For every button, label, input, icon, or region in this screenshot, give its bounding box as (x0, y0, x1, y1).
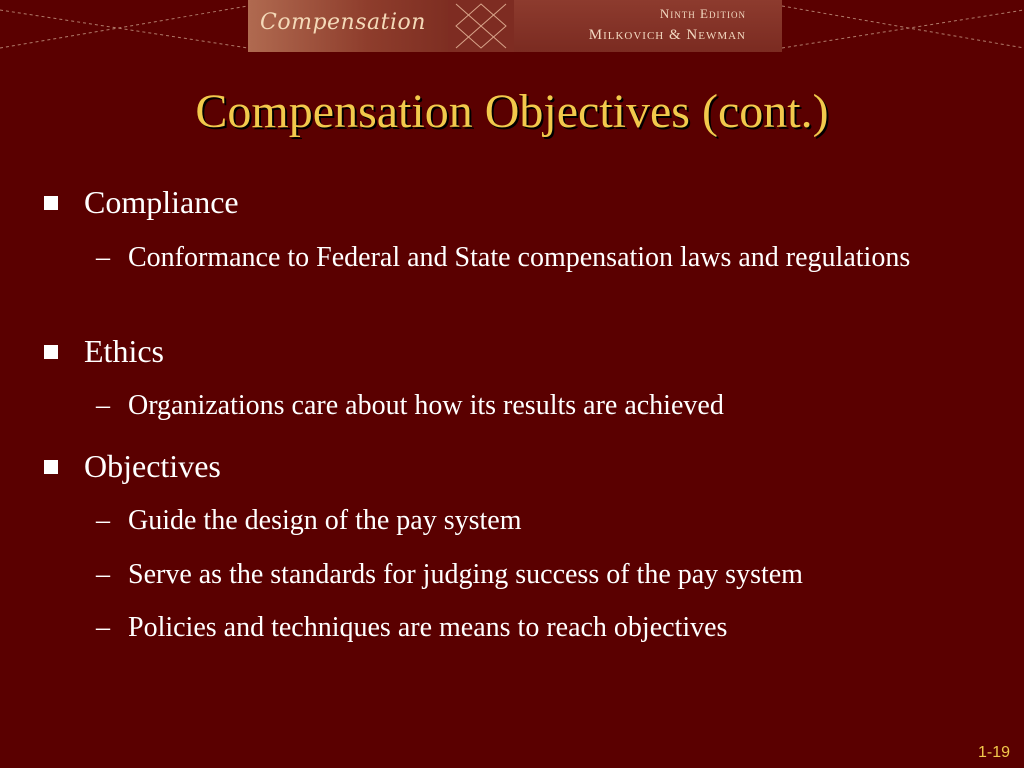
sub-bullet-text: Organizations care about how its results are achieved (128, 390, 724, 421)
square-bullet-icon (44, 345, 58, 359)
bullet-text: Ethics (84, 333, 164, 369)
edition-label: Ninth Edition (659, 6, 746, 21)
logo-text: Compensation (260, 10, 426, 35)
dash-marker: – (96, 390, 110, 421)
page-number: 1-19 (977, 744, 1010, 761)
sub-bullet-text: Conformance to Federal and State compensation laws and regulations (128, 242, 911, 273)
sub-bullet-text: Policies and techniques are means to reach objectives (128, 612, 728, 643)
bullet-text: Objectives (84, 448, 221, 484)
bullet-text: Compliance (84, 184, 239, 220)
dash-marker: – (96, 505, 110, 536)
sub-bullet-text: Guide the design of the pay system (128, 505, 522, 536)
square-bullet-icon (44, 460, 58, 474)
banner-info (514, 0, 782, 52)
sub-bullet-text: Serve as the standards for judging success of the pay system (128, 559, 803, 590)
dash-marker: – (96, 242, 110, 273)
compensation-logo (248, 0, 448, 52)
square-bullet-icon (44, 196, 58, 210)
diamond-ornament-icon (448, 0, 514, 52)
slide-title: Compensation Objectives (cont.) (195, 85, 829, 138)
dash-marker: – (96, 559, 110, 590)
authors-label: Milkovich & Newman (588, 27, 746, 43)
dash-marker: – (96, 612, 110, 643)
header-banner (248, 0, 782, 52)
